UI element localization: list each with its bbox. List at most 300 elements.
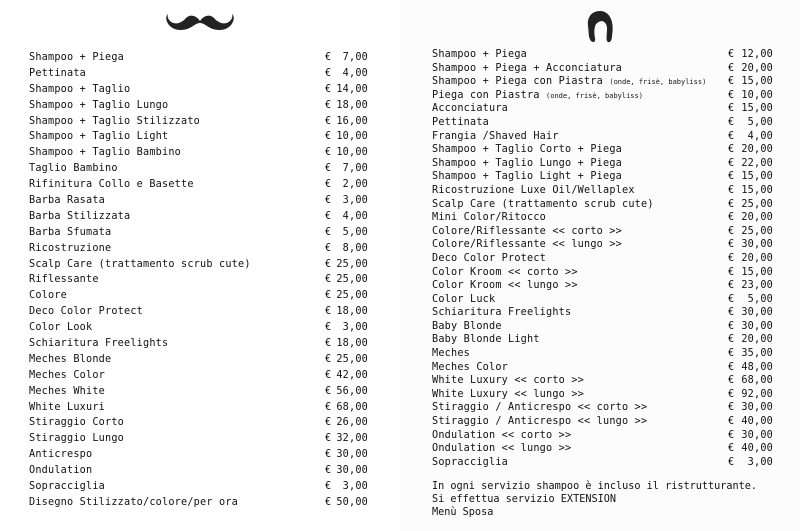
service-name <box>29 415 124 431</box>
currency-symbol: € <box>325 131 332 143</box>
currency-symbol: € <box>728 130 735 142</box>
service-name-text: Color Kroom << lungo >> <box>432 280 578 292</box>
service-name <box>29 400 105 416</box>
service-name-text: Sopracciglia <box>432 456 509 468</box>
service-price: 20,00 <box>741 334 773 346</box>
service-name-text: Shampoo + Taglio Lungo <box>29 99 169 111</box>
currency-symbol: € <box>728 361 735 373</box>
price-row <box>432 401 777 415</box>
service-price: 15,00 <box>741 76 773 88</box>
currency-symbol: € <box>325 115 332 127</box>
service-name-text: Shampoo + Taglio Stilizzato <box>29 115 201 127</box>
currency-symbol: € <box>728 334 735 346</box>
service-note: (onde, frisè, babyliss) <box>609 78 707 87</box>
currency-symbol: € <box>728 320 735 332</box>
service-name <box>29 495 238 511</box>
service-price: 10,00 <box>741 89 773 101</box>
price-row <box>29 463 374 479</box>
service-name-text: Meches Color <box>432 361 509 373</box>
currency-symbol: € <box>728 144 735 156</box>
currency-symbol: € <box>325 417 332 429</box>
service-name-text: Baby Blonde <box>432 320 502 332</box>
currency-symbol: € <box>728 280 735 292</box>
service-price: 14,00 <box>336 83 368 95</box>
currency-symbol: € <box>728 307 735 319</box>
service-name-text: Pettinata <box>432 116 490 128</box>
currency-symbol: € <box>325 258 332 270</box>
service-price: 32,00 <box>336 433 368 445</box>
currency-symbol: € <box>325 147 332 159</box>
service-name-text: Baby Blonde Light <box>432 334 540 346</box>
price-row <box>432 75 777 89</box>
service-price: 30,00 <box>741 320 773 332</box>
service-name-text: Meches Blonde <box>29 353 112 365</box>
service-name-text: Frangia /Shaved Hair <box>432 130 559 142</box>
price-row <box>432 252 777 266</box>
price-row <box>432 143 777 157</box>
currency-symbol: € <box>728 212 735 224</box>
currency-symbol: € <box>325 83 332 95</box>
service-price: 30,00 <box>336 465 368 477</box>
currency-symbol: € <box>325 306 332 318</box>
service-price: 68,00 <box>741 375 773 387</box>
price-row <box>432 293 777 307</box>
service-price: 40,00 <box>741 416 773 428</box>
currency-symbol: € <box>728 116 735 128</box>
service-name <box>29 352 111 368</box>
service-price: 20,00 <box>741 252 773 264</box>
service-name <box>29 225 111 241</box>
service-price: 25,00 <box>336 258 368 270</box>
currency-symbol: € <box>325 369 332 381</box>
service-price: 12,00 <box>741 49 773 60</box>
service-name-text: White Luxuri <box>29 401 106 413</box>
service-name <box>29 98 168 114</box>
price-row <box>432 442 777 456</box>
service-name <box>432 225 622 239</box>
currency-symbol: € <box>325 179 332 191</box>
service-price: 30,00 <box>741 402 773 414</box>
footer-note: In ogni servizio shampoo è incluso il ristrutturante. <box>432 481 758 492</box>
price-row <box>29 495 374 511</box>
price-row <box>29 479 374 495</box>
service-name-text: Ondulation <box>29 465 93 477</box>
service-name <box>29 304 143 320</box>
price-row <box>432 116 777 130</box>
price-row <box>29 257 374 273</box>
currency-symbol: € <box>325 242 332 254</box>
service-price: 50,00 <box>336 496 368 508</box>
price-row <box>432 62 777 76</box>
currency-symbol: € <box>325 481 332 493</box>
service-price: 26,00 <box>336 417 368 429</box>
currency-symbol: € <box>325 52 332 63</box>
service-price: 30,00 <box>741 239 773 251</box>
service-price: 68,00 <box>336 401 368 413</box>
price-row <box>29 272 374 288</box>
price-row <box>432 333 777 347</box>
price-row <box>432 279 777 293</box>
service-name <box>432 75 706 90</box>
service-name <box>432 293 495 307</box>
price-row <box>29 320 374 336</box>
service-name <box>432 62 622 76</box>
service-price: 18,00 <box>336 306 368 318</box>
service-name <box>29 193 105 209</box>
price-row <box>29 241 374 257</box>
service-name-text: Deco Color Protect <box>29 306 144 318</box>
service-name <box>432 388 584 402</box>
service-name <box>432 157 622 171</box>
price-row <box>432 170 777 184</box>
service-name-text: Meches Color <box>29 369 106 381</box>
price-row <box>432 320 777 334</box>
service-name-text: Pettinata <box>29 67 87 79</box>
currency-symbol: € <box>325 353 332 365</box>
price-row <box>432 361 777 375</box>
service-price: 40,00 <box>741 443 773 455</box>
service-name <box>29 209 130 225</box>
women-price-list-page <box>400 0 800 531</box>
service-price: 15,00 <box>741 171 773 183</box>
service-price: 23,00 <box>741 280 773 292</box>
service-name <box>29 177 194 193</box>
service-price: 48,00 <box>741 361 773 373</box>
price-row <box>29 368 374 384</box>
price-row <box>29 304 374 320</box>
service-name <box>432 333 540 347</box>
service-name-text: Shampoo + Piega con Piastra <box>432 76 604 88</box>
price-row <box>29 336 374 352</box>
currency-symbol: € <box>728 171 735 183</box>
service-name-text: Schiaritura Freelights <box>432 307 572 319</box>
currency-symbol: € <box>325 401 332 413</box>
service-name-text: Sopracciglia <box>29 481 106 493</box>
currency-symbol: € <box>728 103 735 115</box>
service-price: 30,00 <box>741 429 773 441</box>
service-name-text: Barba Sfumata <box>29 226 112 238</box>
price-row <box>29 177 374 193</box>
price-row <box>432 102 777 116</box>
service-price: 20,00 <box>741 212 773 224</box>
currency-symbol: € <box>728 375 735 387</box>
currency-symbol: € <box>325 496 332 508</box>
service-name-text: Barba Rasata <box>29 195 106 207</box>
service-price: 2,00 <box>342 179 368 191</box>
service-name-text: Taglio Bambino <box>29 163 118 175</box>
service-name-text: Ricostruzione Luxe Oil/Wellaplex <box>432 184 635 196</box>
service-name-text: Meches <box>432 348 471 360</box>
service-name <box>432 320 502 334</box>
currency-symbol: € <box>728 293 735 305</box>
service-name-text: Shampoo + Taglio Light + Piega <box>432 171 623 183</box>
price-row <box>29 384 374 400</box>
service-name <box>29 129 168 145</box>
service-name <box>432 102 508 116</box>
service-name-text: Shampoo + Piega <box>432 49 528 60</box>
price-row <box>432 429 777 443</box>
service-price: 3,00 <box>342 481 368 493</box>
service-name-text: Shampoo + Taglio Light <box>29 131 169 143</box>
service-name-text: Color Look <box>29 322 93 334</box>
currency-symbol: € <box>728 388 735 400</box>
service-name <box>432 429 571 443</box>
service-price: 42,00 <box>336 369 368 381</box>
service-price: 22,00 <box>741 157 773 169</box>
service-name-text: Barba Stilizzata <box>29 210 131 222</box>
price-row <box>432 456 777 470</box>
price-row <box>432 89 777 103</box>
service-name-text: Deco Color Protect <box>432 252 547 264</box>
service-price: 3,00 <box>342 195 368 207</box>
service-name <box>29 82 130 98</box>
service-price: 8,00 <box>342 242 368 254</box>
service-name-text: Shampoo + Taglio Corto + Piega <box>432 144 623 156</box>
service-name <box>432 238 622 252</box>
currency-symbol: € <box>325 465 332 477</box>
service-name <box>432 442 571 456</box>
currency-symbol: € <box>728 49 735 60</box>
service-price: 15,00 <box>741 184 773 196</box>
price-row <box>29 193 374 209</box>
service-name-text: Shampoo + Piega <box>29 52 125 63</box>
price-row <box>29 98 374 114</box>
service-price: 25,00 <box>336 274 368 286</box>
service-name-text: Shampoo + Piega + Acconciatura <box>432 62 623 74</box>
service-name <box>432 266 578 280</box>
price-row <box>432 48 777 62</box>
currency-symbol: € <box>325 322 332 334</box>
price-row <box>29 352 374 368</box>
service-name <box>432 116 489 130</box>
currency-symbol: € <box>325 210 332 222</box>
service-name-text: Anticrespo <box>29 449 93 461</box>
service-price: 5,00 <box>342 226 368 238</box>
currency-symbol: € <box>728 443 735 455</box>
service-price: 5,00 <box>747 116 773 128</box>
service-price: 30,00 <box>336 449 368 461</box>
service-name <box>29 241 111 257</box>
service-price: 4,00 <box>342 67 368 79</box>
currency-symbol: € <box>728 402 735 414</box>
currency-symbol: € <box>325 67 332 79</box>
currency-symbol: € <box>325 290 332 302</box>
price-row <box>432 266 777 280</box>
price-row <box>29 415 374 431</box>
currency-symbol: € <box>728 429 735 441</box>
service-price: 92,00 <box>741 388 773 400</box>
service-price: 15,00 <box>741 103 773 115</box>
service-name <box>29 288 67 304</box>
men-services-list <box>29 50 374 511</box>
service-name-text: Rifinitura Collo e Basette <box>29 179 194 191</box>
price-row <box>432 306 777 320</box>
currency-symbol: € <box>728 225 735 237</box>
service-price: 10,00 <box>336 131 368 143</box>
service-name <box>432 347 470 361</box>
service-price: 3,00 <box>342 322 368 334</box>
service-price: 20,00 <box>741 62 773 74</box>
service-name <box>432 170 622 184</box>
service-name <box>432 374 584 388</box>
price-row <box>29 66 374 82</box>
service-name <box>29 161 118 177</box>
service-name-text: Schiaritura Freelights <box>29 338 169 350</box>
price-row <box>432 238 777 252</box>
service-name-text: Piega con Piastra <box>432 89 540 101</box>
currency-symbol: € <box>728 89 735 101</box>
service-price: 18,00 <box>336 99 368 111</box>
currency-symbol: € <box>325 226 332 238</box>
service-name-text: Scalp Care (trattamento scrub cute) <box>432 198 654 210</box>
service-name <box>29 447 92 463</box>
currency-symbol: € <box>325 274 332 286</box>
service-name <box>29 50 124 66</box>
price-row <box>29 209 374 225</box>
currency-symbol: € <box>728 62 735 74</box>
price-row <box>432 130 777 144</box>
service-price: 25,00 <box>741 198 773 210</box>
currency-symbol: € <box>728 239 735 251</box>
service-name <box>432 184 635 198</box>
service-price: 4,00 <box>747 130 773 142</box>
currency-symbol: € <box>325 385 332 397</box>
currency-symbol: € <box>728 157 735 169</box>
service-price: 18,00 <box>336 338 368 350</box>
women-services-list <box>432 48 777 469</box>
service-price: 30,00 <box>741 307 773 319</box>
price-row <box>29 114 374 130</box>
price-row <box>29 400 374 416</box>
service-name <box>29 320 92 336</box>
footer-note: Menù Sposa <box>432 507 494 518</box>
service-name-text: Stiraggio Corto <box>29 417 125 429</box>
price-row <box>29 447 374 463</box>
service-name-text: Stiraggio / Anticrespo << lungo >> <box>432 416 648 428</box>
currency-symbol: € <box>728 416 735 428</box>
price-row <box>432 157 777 171</box>
service-name <box>432 415 647 429</box>
service-name-text: Shampoo + Taglio <box>29 83 131 95</box>
footer-note: Si effettua servizio EXTENSION <box>432 494 617 505</box>
price-row <box>29 431 374 447</box>
service-name <box>29 66 86 82</box>
service-name-text: Ondulation << corto >> <box>432 429 572 441</box>
service-price: 7,00 <box>342 163 368 175</box>
service-name <box>29 431 124 447</box>
service-name-text: Color Luck <box>432 293 496 305</box>
service-name-text: Riflessante <box>29 274 99 286</box>
price-row <box>29 129 374 145</box>
price-row <box>432 374 777 388</box>
currency-symbol: € <box>325 99 332 111</box>
price-row <box>432 388 777 402</box>
service-name-text: Acconciatura <box>432 103 509 115</box>
price-row <box>432 184 777 198</box>
service-name-text: Mini Color/Ritocco <box>432 212 547 224</box>
currency-symbol: € <box>325 338 332 350</box>
currency-symbol: € <box>728 266 735 278</box>
service-price: 25,00 <box>336 290 368 302</box>
service-name <box>432 198 654 212</box>
service-name <box>29 479 105 495</box>
service-name-text: Colore/Riflessante << lungo >> <box>432 239 623 251</box>
service-name <box>432 401 647 415</box>
service-name <box>29 257 251 273</box>
service-name <box>432 306 571 320</box>
currency-symbol: € <box>728 76 735 88</box>
service-price: 3,00 <box>747 456 773 468</box>
currency-symbol: € <box>325 163 332 175</box>
service-name <box>29 145 181 161</box>
service-name <box>29 368 105 384</box>
price-row <box>29 161 374 177</box>
service-name-text: White Luxury << lungo >> <box>432 388 585 400</box>
service-price: 5,00 <box>747 293 773 305</box>
service-name <box>29 336 168 352</box>
service-price: 4,00 <box>342 210 368 222</box>
service-name-text: Shampoo + Taglio Bambino <box>29 147 182 159</box>
service-price: 15,00 <box>741 266 773 278</box>
mustache-icon <box>166 12 234 38</box>
currency-symbol: € <box>325 433 332 445</box>
service-name <box>432 279 578 293</box>
service-price: 56,00 <box>336 385 368 397</box>
service-name-text: Disegno Stilizzato/colore/per ora <box>29 496 239 508</box>
service-price: 20,00 <box>741 144 773 156</box>
service-name <box>29 272 99 288</box>
service-name <box>29 114 200 130</box>
service-name <box>432 456 508 470</box>
price-row <box>29 288 374 304</box>
service-price: 35,00 <box>741 348 773 360</box>
service-name <box>432 130 559 144</box>
service-name <box>432 143 622 157</box>
woman-hair-icon <box>586 10 614 44</box>
service-name-text: Colore <box>29 290 68 302</box>
price-row <box>29 50 374 66</box>
currency-symbol: € <box>728 348 735 360</box>
service-price: 25,00 <box>336 353 368 365</box>
service-name <box>432 252 546 266</box>
service-price: 7,00 <box>342 52 368 63</box>
service-name <box>29 463 92 479</box>
service-name <box>432 361 508 375</box>
service-name <box>432 211 546 225</box>
service-name-text: Meches White <box>29 385 106 397</box>
currency-symbol: € <box>325 195 332 207</box>
service-name-text: Stiraggio / Anticrespo << corto >> <box>432 402 648 414</box>
price-row <box>432 347 777 361</box>
price-row <box>29 82 374 98</box>
price-row <box>432 225 777 239</box>
service-name-text: Stiraggio Lungo <box>29 433 125 445</box>
currency-symbol: € <box>325 449 332 461</box>
service-price: 16,00 <box>336 115 368 127</box>
service-name-text: Scalp Care (trattamento scrub cute) <box>29 258 251 270</box>
price-row <box>432 211 777 225</box>
service-price: 25,00 <box>741 225 773 237</box>
price-row <box>29 145 374 161</box>
service-name-text: Shampoo + Taglio Lungo + Piega <box>432 157 623 169</box>
price-row <box>432 198 777 212</box>
service-name-text: White Luxury << corto >> <box>432 375 585 387</box>
price-row <box>29 225 374 241</box>
price-row <box>432 415 777 429</box>
currency-symbol: € <box>728 252 735 264</box>
service-name-text: Ondulation << lungo >> <box>432 443 572 455</box>
service-name-text: Ricostruzione <box>29 242 112 254</box>
